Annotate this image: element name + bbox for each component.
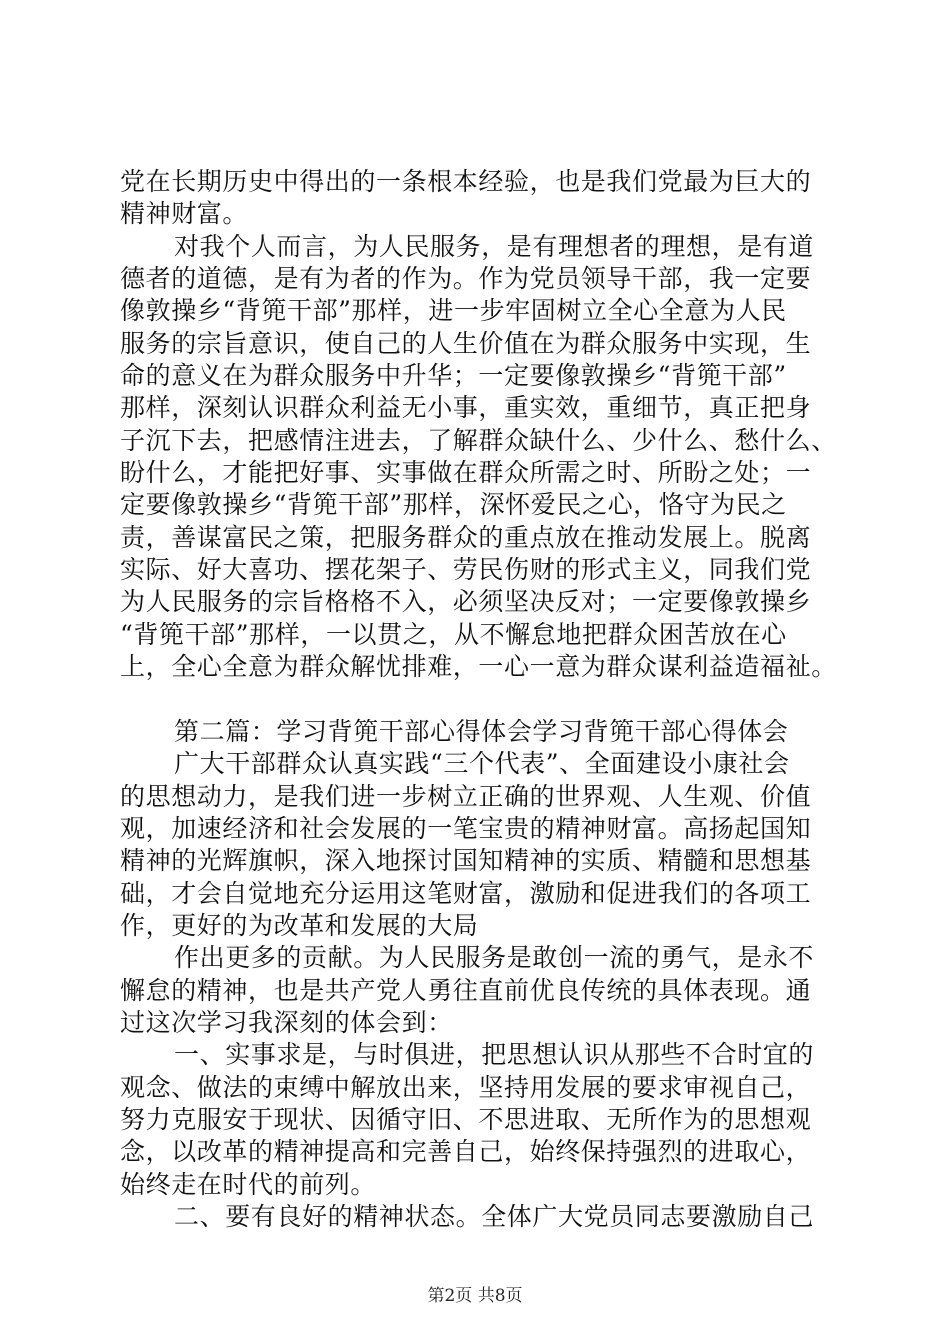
text-line: 服务的宗旨意识，使自己的人生价值在为群众服务中实现，生 <box>120 328 812 358</box>
text-line: 为人民服务的宗旨格格不入，必须坚决反对；一定要像敦操乡 <box>120 587 812 617</box>
text-line: 作出更多的贡献。为人民服务是敢创一流的勇气，是永不 <box>174 943 815 973</box>
text-line: 础，才会自觉地充分运用这笔财富，激励和促进我们的各项工 <box>120 878 812 908</box>
text-line: 上，全心全意为群众解忧排难，一心一意为群众谋利益造福祉。 <box>120 652 837 682</box>
text-line: 责，善谋富民之策，把服务群众的重点放在推动发展上。脱离 <box>120 522 812 552</box>
text-line: 精神财富。 <box>120 199 249 229</box>
text-line: 第二篇：学习背篼干部心得体会学习背篼干部心得体会 <box>174 716 789 746</box>
text-line: 始终走在时代的前列。 <box>120 1169 377 1199</box>
text-line: 努力克服安于现状、因循守旧、不思进取、无所作为的思想观 <box>120 1104 812 1134</box>
text-line: 作，更好的为改革和发展的大局 <box>120 910 479 940</box>
text-line: 二、要有良好的精神状态。全体广大党员同志要激励自己 <box>174 1202 815 1231</box>
text-line: 一、实事求是，与时俱进，把思想认识从那些不合时宜的 <box>174 1040 815 1070</box>
page-footer: 第2页 共8页 <box>427 1286 523 1306</box>
text-line: 观，加速经济和社会发展的一笔宝贵的精神财富。高扬起国知 <box>120 813 812 843</box>
text-line: “背篼干部”那样，一以贯之，从不懈怠地把群众困苦放在心 <box>120 619 787 649</box>
text-line: 过这次学习我深刻的体会到： <box>120 1007 453 1037</box>
text-line: 盼什么，才能把好事、实事做在群众所需之时、所盼之处；一 <box>120 458 812 488</box>
text-line: 命的意义在为群众服务中升华；一定要像敦操乡“背篼干部” <box>120 361 787 391</box>
blank-line <box>120 684 832 716</box>
text-line: 懈怠的精神，也是共产党人勇往直前优良传统的具体表现。通 <box>120 975 812 1005</box>
text-line: 念，以改革的精神提高和完善自己，始终保持强烈的进取心， <box>120 1137 812 1167</box>
text-line: 子沉下去，把感情注进去，了解群众缺什么、少什么、愁什么、 <box>120 425 837 455</box>
text-line: 德者的道德，是有为者的作为。作为党员领导干部，我一定要 <box>120 264 812 294</box>
text-line: 广大干部群众认真实践“三个代表”、全面建设小康社会 <box>174 749 790 779</box>
text-line: 那样，深刻认识群众利益无小事，重实效，重细节，真正把身 <box>120 393 812 423</box>
text-line: 的思想动力，是我们进一步树立正确的世界观、人生观、价值 <box>120 781 812 811</box>
text-line: 对我个人而言，为人民服务，是有理想者的理想，是有道 <box>174 231 815 261</box>
text-line: 像敦操乡“背篼干部”那样，进一步牢固树立全心全意为人民 <box>120 296 787 326</box>
text-line: 定要像敦操乡“背篼干部”那样，深怀爱民之心，恪守为民之 <box>120 490 787 520</box>
text-line: 观念、做法的束缚中解放出来，坚持用发展的要求审视自己， <box>120 1072 812 1102</box>
document-body <box>120 166 837 1233</box>
text-line: 精神的光辉旗帜，深入地探讨国知精神的实质、精髓和思想基 <box>120 846 812 876</box>
text-line: 实际、好大喜功、摆花架子、劳民伤财的形式主义，同我们党 <box>120 555 812 585</box>
text-line: 党在长期历史中得出的一条根本经验，也是我们党最为巨大的 <box>120 167 812 196</box>
